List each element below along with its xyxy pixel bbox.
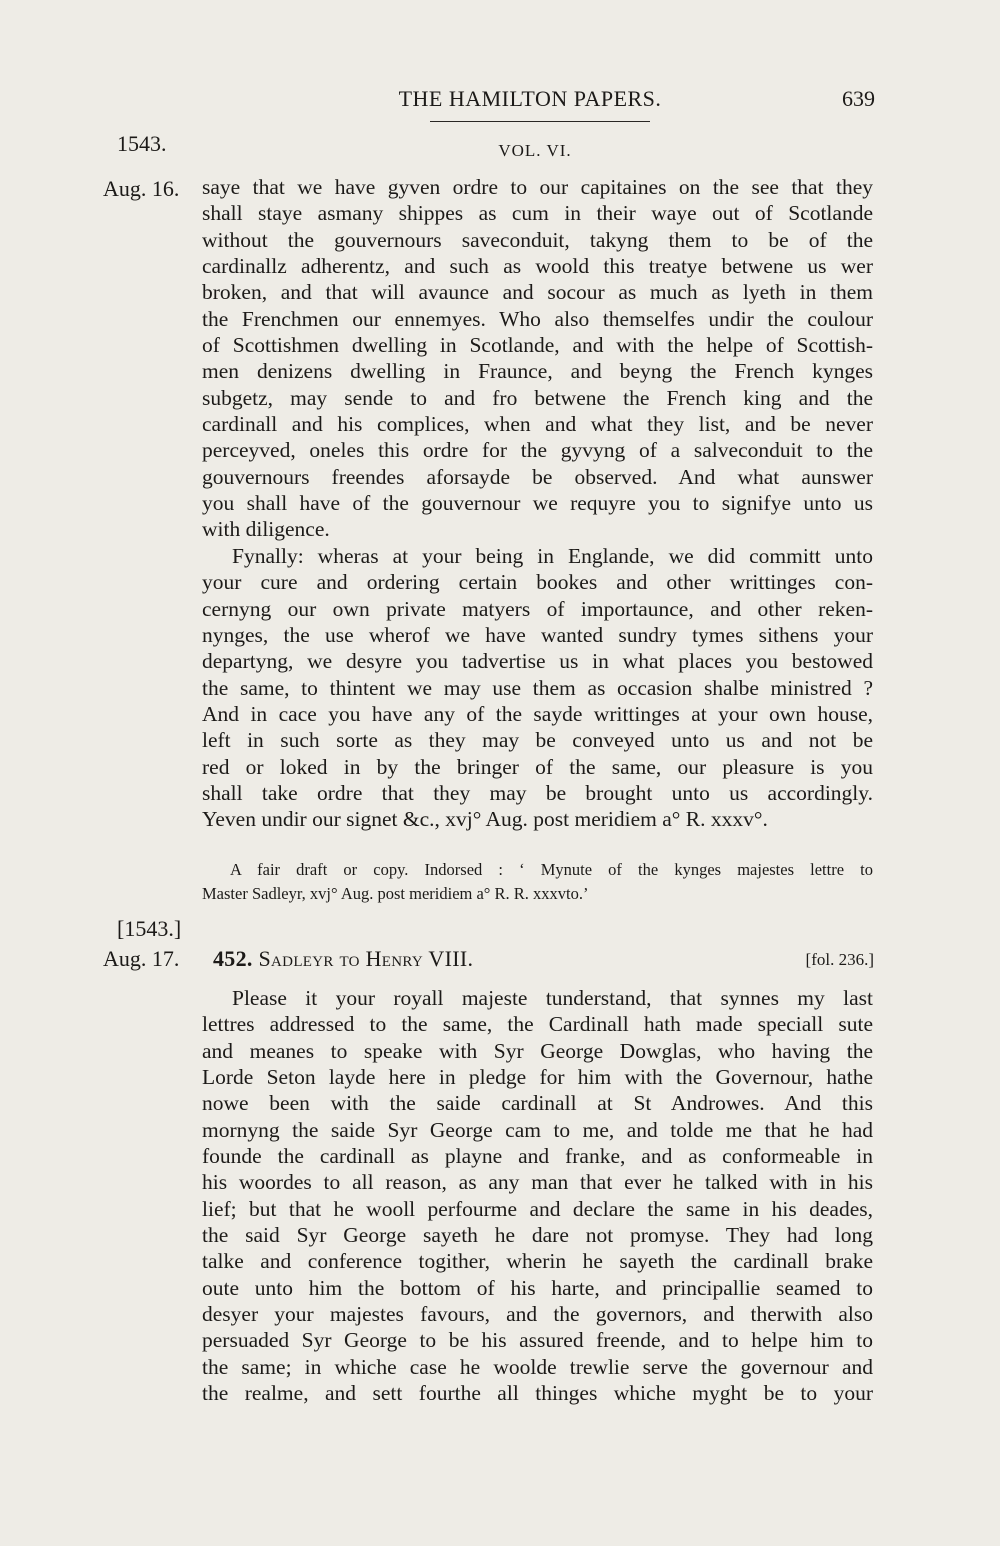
text-line: Please it your royall majeste tunderstand, that synnes my last (232, 986, 873, 1010)
text-line: talke and conference togither, wherin he sayeth the cardinall brake (202, 1249, 873, 1274)
folio-reference: [fol. 236.] (805, 950, 874, 969)
letter-number: 452. (213, 946, 253, 971)
letter-title: Sadleyr to Henry VIII. (258, 946, 474, 971)
note-line: Master Sadleyr, xvj° Aug. post meridiem a° R. R. xxxvto.’ (202, 884, 589, 903)
text-line: cardinallz adherentz, and such as woold this treatye betwene us wer (202, 254, 873, 279)
margin-year: 1543. (117, 131, 167, 156)
text-line: founde the cardinall as playne and franke, and as conformeable in (202, 1144, 873, 1169)
text-line: with diligence. (202, 517, 330, 542)
margin-date: Aug. 17. (103, 946, 180, 971)
text-line: left in such sorte as they may be conveyed unto us and not be (202, 728, 873, 753)
text-line: cardinall and his complices, when and what they list, and be never (202, 412, 873, 437)
text-line: you shall have of the gouvernour we requyre you to signifye unto us (202, 491, 873, 516)
text-line: Fynally: wheras at your being in Englande, we did committ unto (232, 543, 873, 568)
text-line: shall take ordre that they may be brought unto us accordingly. (202, 780, 873, 805)
text-line: desyer your majestes favours, and the governors, and therwith also (202, 1302, 873, 1327)
text-line: red or loked in by the bringer of the same, our pleasure is you (202, 754, 873, 779)
text-line: And in cace you have any of the sayde writtinges at your own house, (202, 701, 873, 726)
text-line: men denizens dwelling in Fraunce, and beyng the French kynges (202, 359, 873, 384)
text-line: the same; in whiche case he woolde trewlie serve the governour and (202, 1354, 873, 1379)
text-line: oute unto him the bottom of his harte, and principallie seamed to (202, 1275, 873, 1300)
text-line: the Frenchmen our ennemyes. Who also themselfes undir the coulour (202, 306, 873, 331)
text-line: subgetz, may sende to and fro betwene the French king and the (202, 385, 873, 410)
text-line: the said Syr George sayeth he dare not promyse. They had long (202, 1223, 873, 1248)
text-line: saye that we have gyven ordre to our capitaines on the see that they (202, 175, 873, 199)
letter-body (202, 985, 873, 1407)
text-line: nynges, the use wherof we have wanted sundry tymes sithens your (202, 622, 873, 647)
text-line: mornyng the saide Syr George cam to me, and tolde me that he had (202, 1117, 873, 1142)
text-line: departyng, we desyre you tadvertise us in what places you bestowed (202, 649, 873, 674)
text-line: lief; but that he wooll perfourme and declare the same in his deades, (202, 1196, 873, 1221)
page-number: 639 (842, 86, 875, 111)
text-line: nowe been with the saide cardinall at St Androwes. And this (202, 1091, 873, 1116)
text-line: Yeven undir our signet &c., xvj° Aug. post meridiem a° R. xxxv°. (202, 807, 768, 832)
text-line: lettres addressed to the same, the Cardinall hath made speciall sute (202, 1012, 873, 1037)
note-line: A fair draft or copy. Indorsed : ‘ Mynute of the kynges majestes lettre to (230, 860, 873, 879)
text-line: of Scottishmen dwelling in Scotlande, and with the helpe of Scottish- (202, 333, 873, 358)
text-line: persuaded Syr George to be his assured freende, and to helpe him to (202, 1328, 873, 1353)
text-line: cernyng our own private matyers of importaunce, and other reken- (202, 596, 873, 621)
volume-label: VOL. VI. (498, 141, 572, 160)
text-line: your cure and ordering certain bookes and other writtinges con- (202, 570, 873, 595)
text-line: shall staye asmany shippes as cum in their waye out of Scotlande (202, 201, 873, 226)
text-line: broken, and that will avaunce and socour as much as lyeth in them (202, 280, 873, 305)
text-line: gouvernours freendes aforsayde be observed. And what aunswer (202, 464, 873, 489)
margin-date: Aug. 16. (103, 176, 180, 201)
text-line: without the gouvernours saveconduit, takyng them to be of the (202, 227, 873, 252)
text-line: perceyved, oneles this ordre for the gyvyng of a salveconduit to the (202, 438, 873, 463)
text-line: his woordes to all reason, as any man that ever he talked with in his (202, 1170, 873, 1195)
running-title: THE HAMILTON PAPERS. (398, 86, 662, 111)
letter-body (202, 174, 873, 833)
text-line: the realme, and sett fourthe all thinges whiche myght be to your (202, 1381, 873, 1406)
editorial-note (202, 858, 873, 906)
text-line: and meanes to speake with Syr George Dowglas, who having the (202, 1038, 873, 1063)
text-line: Lorde Seton layde here in pledge for him with the Governour, hathe (202, 1065, 873, 1090)
letter-heading (213, 946, 473, 972)
margin-year-bracketed: [1543.] (117, 916, 182, 941)
text-line: the same, to thintent we may use them as occasion shalbe ministred ? (202, 675, 873, 700)
header-rule (430, 121, 650, 122)
